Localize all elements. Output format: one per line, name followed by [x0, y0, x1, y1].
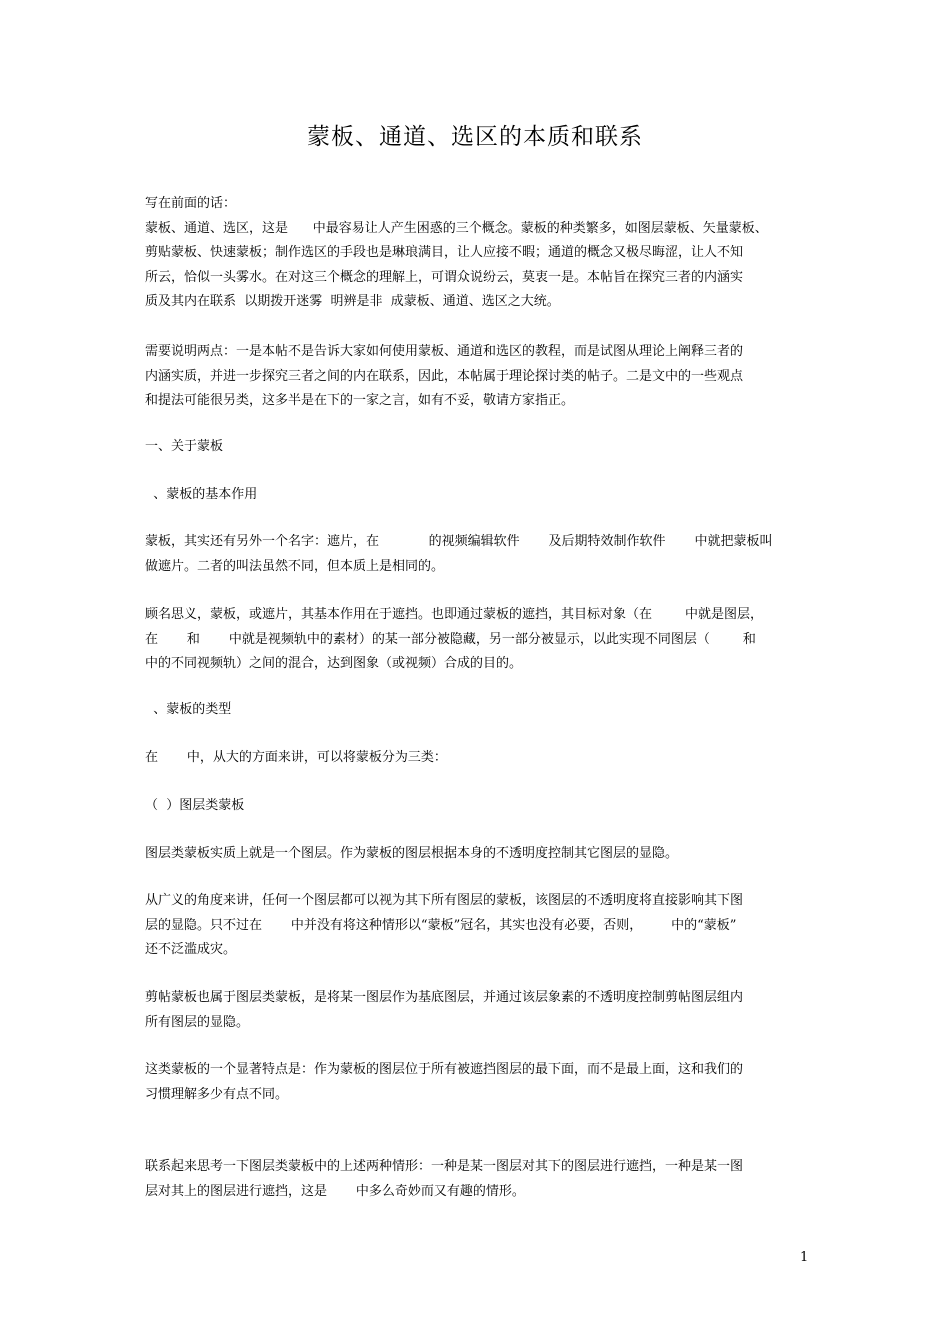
text-line: 需要说明两点：一是本帖不是告诉大家如何使用蒙板、通道和选区的教程，而是试图从理论上阐释三者的: [145, 344, 744, 359]
text-line: 和提法可能很另类，这多半是在下的一家之言，如有不妥，敬请方家指正。: [145, 393, 575, 408]
text-line: 习惯理解多少有点不同。: [145, 1086, 289, 1102]
text-line: 层对其上的图层进行遮挡，这是 中多么奇妙而又有趣的情形。: [145, 1183, 525, 1199]
text-line: 剪帖蒙板也属于图层类蒙板，是将某一图层作为基底图层，并通过该层象素的不透明度控制剪帖图层组内: [145, 990, 744, 1005]
text-line: 中的不同视频轨）之间的混合，达到图象（或视频）合成的目的。: [145, 656, 523, 671]
page-number: 1: [800, 1250, 809, 1265]
text-line: 这类蒙板的一个显著特点是：作为蒙板的图层位于所有被遮挡图层的最下面，而不是最上面，这和我们的: [145, 1062, 744, 1077]
text-line: 所云，恰似一头雾水。在对这三个概念的理解上，可谓众说纷云，莫衷一是。本帖旨在探究三者的内涵实: [145, 269, 744, 285]
paragraph: [145, 794, 813, 819]
text-line: 做遮片。二者的叫法虽然不同，但本质上是相同的。: [145, 558, 445, 574]
text-line: 、蒙板的基本作用: [145, 487, 258, 502]
text-line: 写在前面的话：: [145, 196, 237, 211]
text-line: 内涵实质，并进一步探究三者之间的内在联系，因此，本帖属于理论探讨类的帖子。二是文中的一些观点: [145, 368, 744, 384]
paragraph: [145, 483, 813, 508]
paragraph: [145, 1155, 813, 1204]
paragraph: [145, 842, 813, 867]
document-title: 蒙板、通道、选区的本质和联系: [307, 124, 643, 150]
paragraph: [145, 340, 813, 414]
text-line: 在 和 中就是视频轨中的素材）的某一部分被隐藏，另一部分被显示，以此实现不同图层（ 和: [145, 631, 756, 647]
paragraph: [145, 435, 813, 460]
paragraph: [145, 986, 813, 1035]
paragraph: [145, 746, 813, 771]
paragraph: [145, 603, 813, 677]
text-line: 质及其内在联系 以期拨开迷雾 明辨是非 成蒙板、通道、选区之大统。: [145, 294, 560, 309]
text-line: 还不泛滥成灾。: [145, 942, 237, 957]
text-line: 层的显隐。只不过在 中并没有将这种情形以“蒙板”冠名，其实也没有必要，否则， 中的“蒙板”: [145, 917, 737, 933]
text-line: 联系起来思考一下图层类蒙板中的上述两种情形：一种是某一图层对其下的图层进行遮挡，一种是某一图: [145, 1159, 744, 1174]
paragraph: [145, 530, 813, 579]
paragraph: [145, 1058, 813, 1107]
text-line: 蒙板，其实还有另外一个名字：遮片，在 的视频编辑软件 及后期特效制作软件 中就把蒙板叫: [145, 534, 773, 549]
text-line: 、蒙板的类型: [145, 702, 232, 717]
text-line: 在 中，从大的方面来讲，可以将蒙板分为三类：: [145, 750, 447, 765]
text-line: 剪贴蒙板、快速蒙板；制作选区的手段也是琳琅满目，让人应接不暇；通道的概念又极尽晦涩，让人不知: [145, 245, 744, 260]
paragraph: [145, 192, 813, 315]
text-line: 从广义的角度来讲，任何一个图层都可以视为其下所有图层的蒙板，该图层的不透明度将直接影响其下图: [145, 893, 744, 908]
text-line: 顾名思义，蒙板，或遮片，其基本作用在于遮挡。也即通过蒙板的遮挡，其目标对象（在 中就是图层，: [145, 607, 764, 622]
text-line: 蒙板、通道、选区，这是 中最容易让人产生困惑的三个概念。蒙板的种类繁多，如图层蒙板、矢量蒙板、: [145, 220, 768, 236]
text-line: （ ）图层类蒙板: [145, 798, 245, 813]
text-line: 所有图层的显隐。: [145, 1014, 250, 1030]
paragraph: [145, 889, 813, 963]
paragraph: [145, 698, 813, 723]
text-line: 图层类蒙板实质上就是一个图层。作为蒙板的图层根据本身的不透明度控制其它图层的显隐。: [145, 846, 679, 861]
text-line: 一、关于蒙板: [145, 439, 224, 454]
